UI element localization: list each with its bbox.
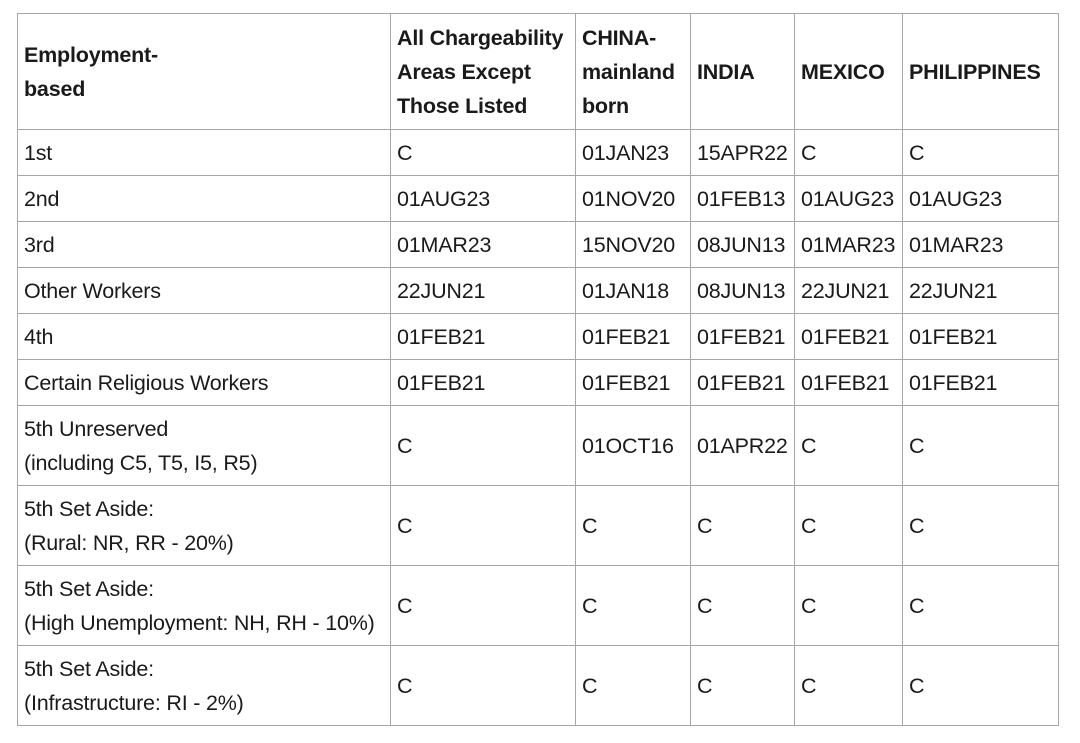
cell-india: 01FEB21 [691,360,795,406]
cell-india: C [691,486,795,566]
table-body [18,130,1059,726]
cell-mexico: 01FEB21 [795,314,903,360]
cell-india: 08JUN13 [691,222,795,268]
cell-philippines: C [903,566,1059,646]
table-row [18,268,1059,314]
row-category: Other Workers [18,268,391,314]
cell-india: C [691,646,795,726]
cell-mexico: 22JUN21 [795,268,903,314]
table-row [18,222,1059,268]
header-row [18,14,1059,130]
visa-bulletin-table [17,13,1059,726]
cell-philippines: 22JUN21 [903,268,1059,314]
row-category: 4th [18,314,391,360]
cell-all-chargeability: C [391,406,576,486]
cell-all-chargeability: C [391,646,576,726]
cell-china: 01JAN18 [576,268,691,314]
header-all-chargeability: All Chargeability Areas Except Those Listed [391,14,576,130]
cell-china: C [576,486,691,566]
cell-india: 01FEB21 [691,314,795,360]
cell-philippines: C [903,646,1059,726]
cell-china: 01JAN23 [576,130,691,176]
table-row [18,566,1059,646]
cell-china: 01NOV20 [576,176,691,222]
cell-india: C [691,566,795,646]
cell-all-chargeability: 01AUG23 [391,176,576,222]
cell-mexico: C [795,406,903,486]
table-row [18,406,1059,486]
cell-china: 01FEB21 [576,360,691,406]
cell-china: C [576,566,691,646]
cell-philippines: 01AUG23 [903,176,1059,222]
cell-philippines: C [903,406,1059,486]
cell-all-chargeability: 01FEB21 [391,360,576,406]
cell-philippines: C [903,486,1059,566]
cell-mexico: 01MAR23 [795,222,903,268]
header-employment-based: Employment- based [18,14,391,130]
cell-philippines: 01MAR23 [903,222,1059,268]
table-row [18,486,1059,566]
cell-philippines: C [903,130,1059,176]
row-category: Certain Religious Workers [18,360,391,406]
table-header [18,14,1059,130]
row-category: 1st [18,130,391,176]
header-mexico: MEXICO [795,14,903,130]
cell-china: 01FEB21 [576,314,691,360]
row-category: 5th Set Aside: (High Unemployment: NH, RH - 10%) [18,566,391,646]
table-row [18,360,1059,406]
cell-all-chargeability: C [391,130,576,176]
cell-all-chargeability: C [391,566,576,646]
cell-india: 15APR22 [691,130,795,176]
row-category: 5th Set Aside: (Infrastructure: RI - 2%) [18,646,391,726]
cell-india: 08JUN13 [691,268,795,314]
header-india: INDIA [691,14,795,130]
cell-philippines: 01FEB21 [903,314,1059,360]
row-category: 2nd [18,176,391,222]
table-row [18,646,1059,726]
header-china: CHINA- mainland born [576,14,691,130]
table-row [18,176,1059,222]
row-category: 5th Set Aside: (Rural: NR, RR - 20%) [18,486,391,566]
cell-china: C [576,646,691,726]
cell-china: 15NOV20 [576,222,691,268]
header-philippines: PHILIPPINES [903,14,1059,130]
cell-all-chargeability: 01MAR23 [391,222,576,268]
cell-all-chargeability: 01FEB21 [391,314,576,360]
row-category: 3rd [18,222,391,268]
cell-mexico: C [795,486,903,566]
cell-india: 01FEB13 [691,176,795,222]
cell-all-chargeability: 22JUN21 [391,268,576,314]
cell-mexico: C [795,566,903,646]
row-category: 5th Unreserved (including C5, T5, I5, R5) [18,406,391,486]
cell-mexico: 01FEB21 [795,360,903,406]
cell-all-chargeability: C [391,486,576,566]
table-row [18,314,1059,360]
cell-mexico: C [795,130,903,176]
cell-china: 01OCT16 [576,406,691,486]
cell-philippines: 01FEB21 [903,360,1059,406]
table-row [18,130,1059,176]
cell-india: 01APR22 [691,406,795,486]
cell-mexico: 01AUG23 [795,176,903,222]
cell-mexico: C [795,646,903,726]
